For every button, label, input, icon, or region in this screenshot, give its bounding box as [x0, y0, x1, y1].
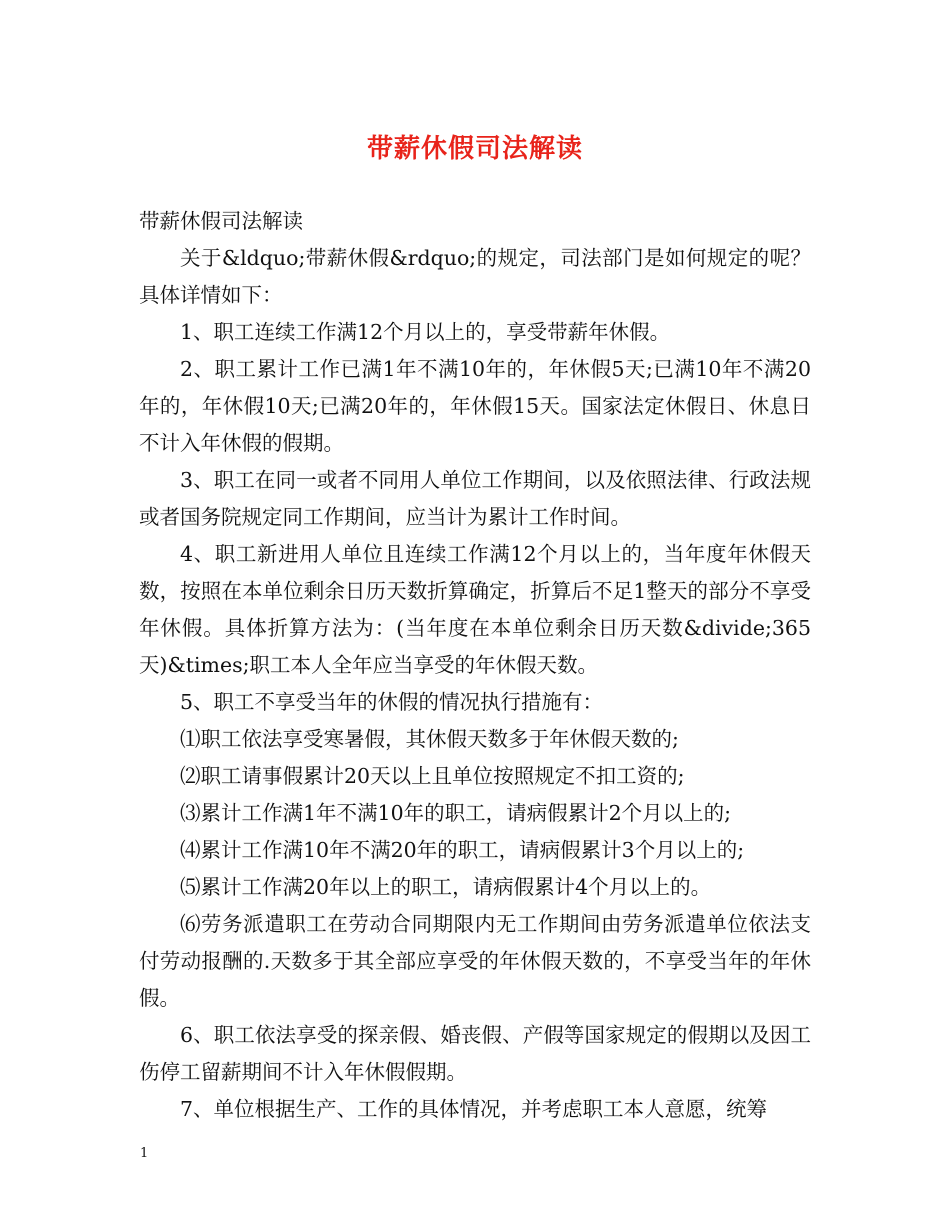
paragraph-item-6: 6、职工依法享受的探亲假、婚丧假、产假等国家规定的假期以及因工伤停工留薪期间不计入年休假假期。: [139, 1023, 811, 1084]
paragraph-subitem-6: ⑹劳务派遣职工在劳动合同期限内无工作期间由劳务派遣单位依法支付劳动报酬的.天数多于其全部应享受的年休假天数的，不享受当年的年休假。: [139, 912, 811, 1010]
paragraph-subitem-4: ⑷累计工作满10年不满20年的职工，请病假累计3个月以上的;: [180, 838, 745, 862]
paragraph-item-4: 4、职工新进用人单位且连续工作满12个月以上的，当年度年休假天数，按照在本单位剩余日历天数折算确定，折算后不足1整天的部分不享受年休假。具体折算方法为：(当年度在本单位剩余日历天数&divide;365天)&times;职工本人全年应当享受的年休假天数。: [139, 542, 811, 677]
document-title: 带薪休假司法解读: [366, 134, 583, 164]
paragraph-subitem-1: ⑴职工依法享受寒暑假，其休假天数多于年休假天数的;: [180, 727, 679, 751]
paragraph-item-5: 5、职工不享受当年的休假的情况执行措施有：: [180, 690, 604, 714]
paragraph-subitem-3: ⑶累计工作满1年不满10年的职工，请病假累计2个月以上的;: [180, 801, 732, 825]
paragraph-item-3: 3、职工在同一或者不同用人单位工作期间，以及依照法律、行政法规或者国务院规定同工作期间，应当计为累计工作时间。: [139, 468, 811, 529]
paragraph-subitem-2: ⑵职工请事假累计20天以上且单位按照规定不扣工资的;: [180, 764, 685, 788]
page-number: 1: [140, 1146, 149, 1161]
paragraph-item-7: 7、单位根据生产、工作的具体情况，并考虑职工本人意愿，统筹: [180, 1097, 768, 1121]
paragraph-intro: 关于&ldquo;带薪休假&rdquo;的规定，司法部门是如何规定的呢？具体详情如下：: [139, 246, 811, 307]
paragraph-item-1: 1、职工连续工作满12个月以上的，享受带薪年休假。: [180, 320, 671, 344]
paragraph-item-2: 2、职工累计工作已满1年不满10年的，年休假5天;已满10年不满20年的，年休假10天;已满20年的，年休假15天。国家法定休假日、休息日不计入年休假的假期。: [139, 357, 811, 455]
paragraph-subitem-5: ⑸累计工作满20年以上的职工，请病假累计4个月以上的。: [180, 875, 712, 899]
section-heading: 带薪休假司法解读: [139, 209, 303, 233]
document-body: [139, 203, 811, 1128]
